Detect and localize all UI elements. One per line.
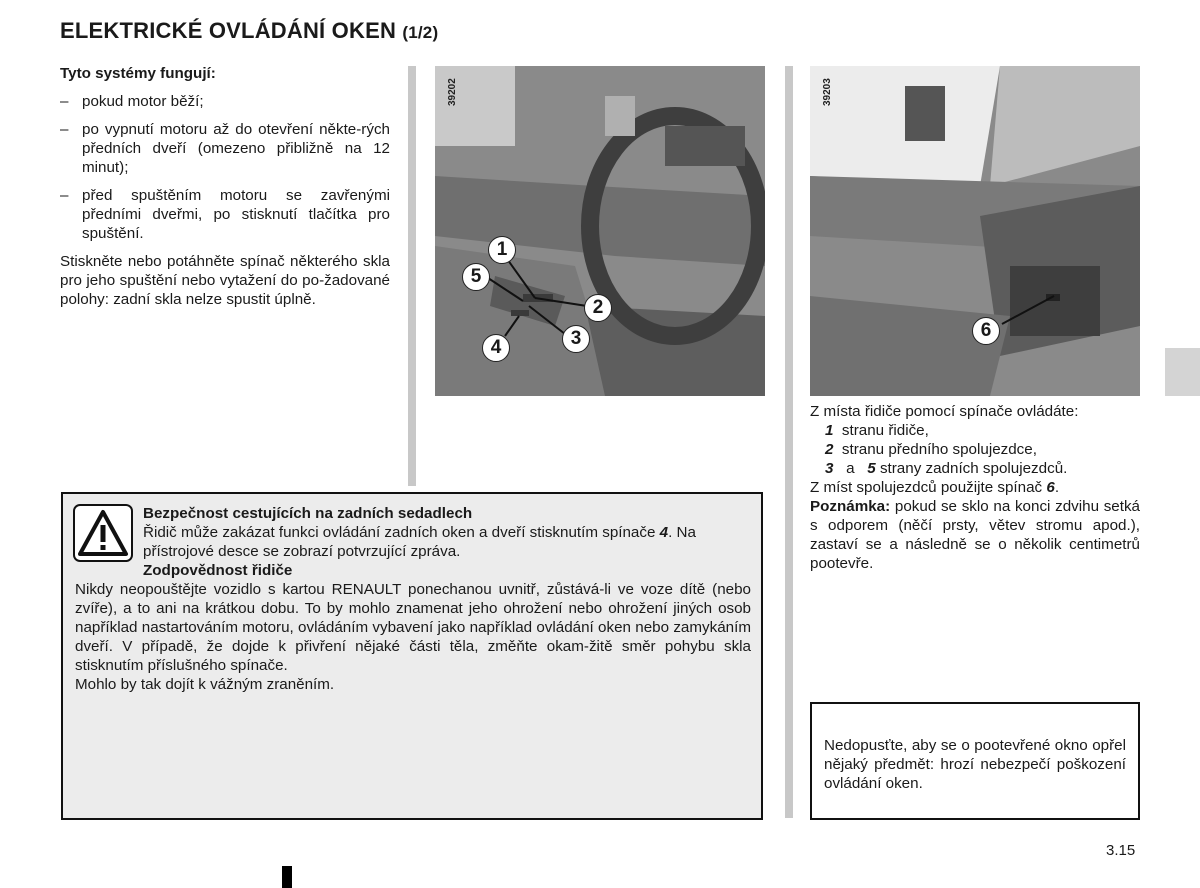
warning-text-part: . Na přístrojové desce se zobrazí potvrzující zpráva. — [143, 524, 696, 560]
warning-triangle-icon — [73, 504, 133, 562]
passenger-control-text: Z míst spolujezdců použijte spínač — [810, 479, 1043, 496]
note-paragraph — [810, 497, 1140, 573]
switch-number: 1 — [825, 422, 834, 439]
switch-number: 4 — [659, 524, 669, 541]
switch-number: 6 — [1046, 479, 1055, 496]
warning-text-part: Řidič může zakázat funkci ovládání zadních oken a dveří stisknutím spínače — [143, 524, 656, 541]
control-line — [810, 440, 1140, 459]
list-item — [60, 186, 390, 243]
driver-control-intro: Z místa řidiče pomocí spínače ovládáte: — [810, 403, 1079, 420]
list-item-text: pokud motor běží; — [82, 93, 204, 110]
note-label: Poznámka: — [810, 498, 891, 515]
warning-body — [75, 580, 751, 694]
warning-text — [143, 523, 755, 561]
switch-number: 3 — [825, 460, 834, 477]
callout-4: 4 — [482, 334, 510, 362]
switch-paragraph: Stiskněte nebo potáhněte spínač některého skla pro jeho spuštění nebo vytažení do po-žadované polohy: zadní skla nelze spustit úplně. — [60, 253, 390, 308]
warning-intro — [143, 504, 755, 580]
list-dash: – — [60, 187, 69, 204]
list-item — [60, 120, 390, 177]
callout-1: 1 — [488, 236, 516, 264]
left-column — [60, 64, 390, 309]
list-item — [60, 92, 390, 111]
title-part: (1/2) — [402, 23, 439, 42]
callout-5: 5 — [462, 263, 490, 291]
control-line-text: stranu řidiče, — [841, 422, 929, 439]
passenger-control-line — [810, 478, 1140, 497]
list-dash: – — [60, 93, 69, 110]
warning-text: Mohlo by tak dojít k vážným zraněním. — [75, 676, 335, 693]
column-divider-left — [408, 66, 416, 486]
list-dash: – — [60, 121, 69, 138]
control-line-text: strany zadních spolujezdců. — [879, 460, 1068, 477]
figure-passenger-door — [810, 66, 1140, 396]
switch-number: 5 — [867, 460, 876, 477]
page-title — [60, 18, 438, 44]
warning-heading: Bezpečnost cestujících na zadních sedadlech — [143, 505, 473, 522]
page-marker — [282, 866, 292, 888]
figure-number: 39203 — [822, 78, 833, 106]
callout-6: 6 — [972, 317, 1000, 345]
figure-number: 39202 — [447, 78, 458, 106]
page-number: 3.15 — [1106, 842, 1136, 859]
passenger-control-end: . — [1054, 479, 1060, 496]
note-box-text: Nedopusťte, aby se o pootevřené okno opřel nějaký předmět: hrozí nebezpečí poškození ovládání oken. — [824, 737, 1126, 792]
right-column — [810, 402, 1140, 573]
figure-driver-door — [435, 66, 765, 396]
list-item-text: po vypnutí motoru až do otevření někte-rých předních dveří (omezeno přibližně na 12 minut); — [82, 121, 390, 176]
switch-number: 2 — [825, 441, 834, 458]
warning-text: Nikdy neopouštějte vozidlo s kartou RENAULT ponechanou uvnitř, zůstává-li ve voze dítě (nebo zvíře), a to ani na krátkou dobu. To by mohlo znamenat jeho ohrožení nebo ohrožení jiných osob například nastartováním motoru, ovládáním vybavení jako například ovládání oken nebo zamykáním dveří. V případě, že dojde k přivření nějaké části těla, změňte okam-žitě směr pohybu skla stisknutím příslušného spínače. — [75, 581, 751, 674]
warning-heading: Zodpovědnost řidiče — [143, 562, 293, 579]
note-box — [810, 702, 1140, 820]
control-line-connector: a — [846, 460, 855, 477]
list-item-text: před spuštěním motoru se zavřenými předními dveřmi, po stisknutí tlačítka pro spuštění. — [82, 187, 390, 242]
systems-heading: Tyto systémy fungují: — [60, 65, 216, 82]
chapter-tab — [1165, 348, 1200, 396]
control-line — [810, 421, 1140, 440]
column-divider-right — [785, 66, 793, 818]
control-line-text: stranu předního spolujezdce, — [841, 441, 1037, 458]
callout-3: 3 — [562, 325, 590, 353]
title-main: ELEKTRICKÉ OVLÁDÁNÍ OKEN — [60, 18, 397, 43]
warning-box — [61, 492, 763, 820]
control-line — [810, 459, 1140, 478]
callout-2: 2 — [584, 294, 612, 322]
passenger-door-illustration — [810, 66, 1140, 396]
note-text: pokud se sklo na konci zdvihu setká s odporem (něčí prsty, větev stromu apod.), zastaví se a následně se o několik centimetrů pootevře. — [810, 498, 1140, 572]
